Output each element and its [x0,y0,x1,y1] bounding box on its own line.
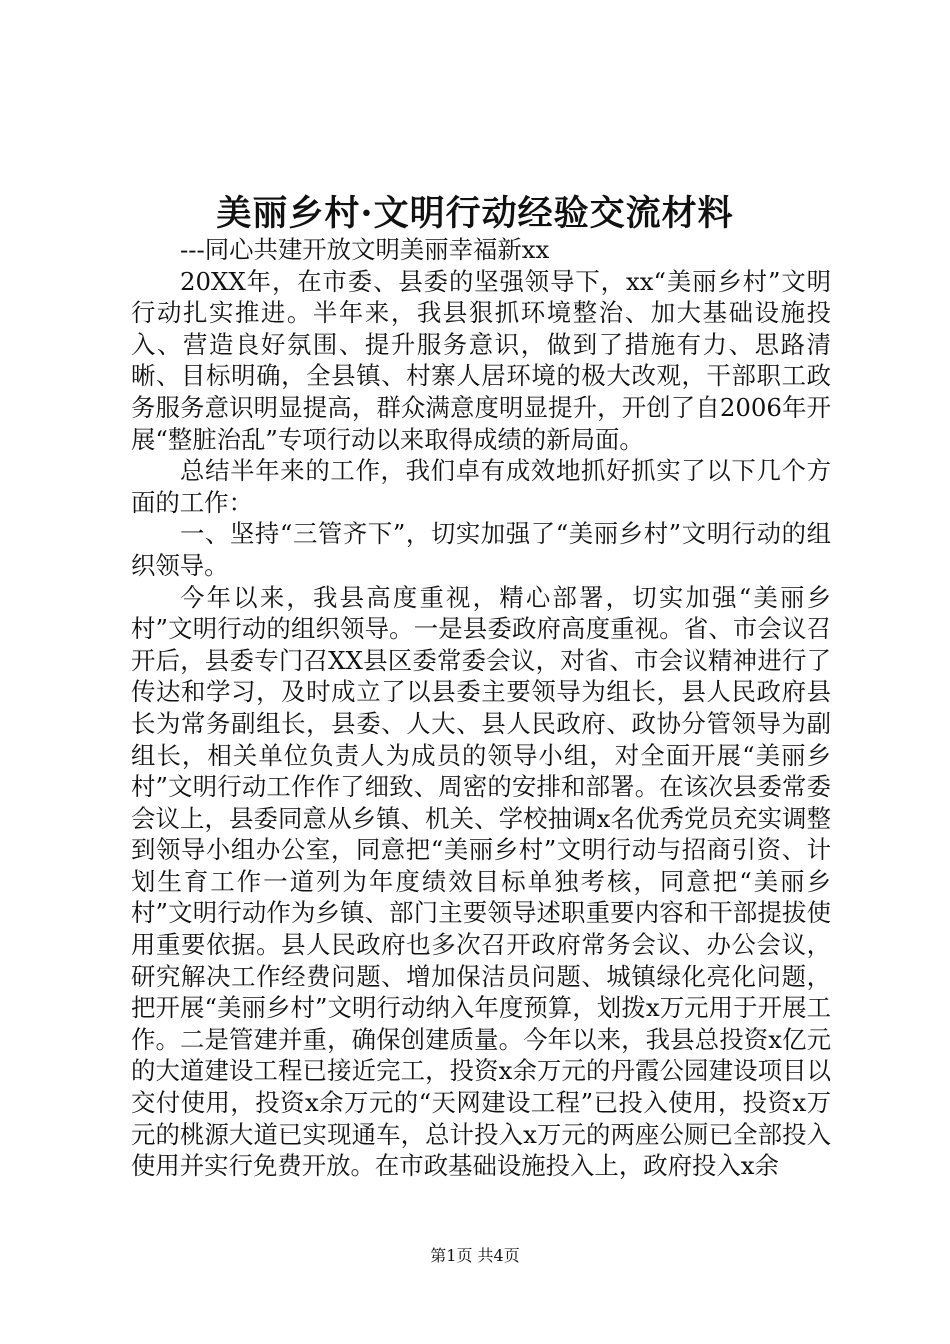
subtitle: ---同心共建开放文明美丽幸福新xx [180,235,550,264]
page-footer: 第1页 共4页 [430,1246,520,1265]
paragraph: 总结半年来的工作，我们卓有成效地抓好抓实了以下几个方面的工作： [131,456,831,517]
document-title: 美丽乡村·文明行动经验交流材料 [216,193,734,234]
section-heading: 一、坚持“三管齐下”，切实加强了“美丽乡村”文明行动的组织领导。 [131,519,831,580]
paragraph: 今年以来，我县高度重视，精心部署，切实加强“美丽乡村”文明行动的组织领导。一是县委政府高度重视。省、市会议召开后，县委专门召XX县区委常委会议，对省、市会议精神进行了传达和学习，及时成立了以县委主要领导为组长，县人民政府县长为常务副组长，县委、人大、县人民政府、政协分管领导为副组长，相关单位负责人为成员的领导小组，对全面开展“美丽乡村”文明行动工作作了细致、周密的安排和部署。在该次县委常委会议上，县委同意从乡镇、机关、学校抽调x名优秀党员充实调整到领导小组办公室，同意把“美丽乡村”文明行动与招商引资、计划生育工作一道列为年度绩效目标单独考核，同意把“美丽乡村”文明行动作为乡镇、部门主要领导述职重要内容和干部提拔使用重要依据。县人民政府也多次召开政府常务会议、办公会议，研究解决工作经费问题、增加保洁员问题、城镇绿化亮化问题，把开展“美丽乡村”文明行动纳入年度预算，划拨x万元用于开展工作。二是管建并重，确保创建质量。今年以来，我县总投资x亿元的大道建设工程已接近完工，投资x余万元的丹霞公园建设项目以交付使用，投资x余万元的“天网建设工程”已投入使用，投资x万元的桃源大道已实现通车，总计投入x万元的两座公厕已全部投入使用并实行免费开放。在市政基础设施投入上，政府投入x余 [131,582,831,1181]
document-body [131,234,831,1182]
paragraph: 20XX年，在市委、县委的坚强领导下，xx“美丽乡村”文明行动扎实推进。半年来，我县狠抓环境整治、加大基础设施投入、营造良好氛围、提升服务意识，做到了措施有力、思路清晰、目标明确，全县镇、村寨人居环境的极大改观，干部职工政务服务意识明显提高，群众满意度明显提升，开创了自2006年开展“整脏治乱”专项行动以来取得成绩的新局面。 [131,266,831,454]
